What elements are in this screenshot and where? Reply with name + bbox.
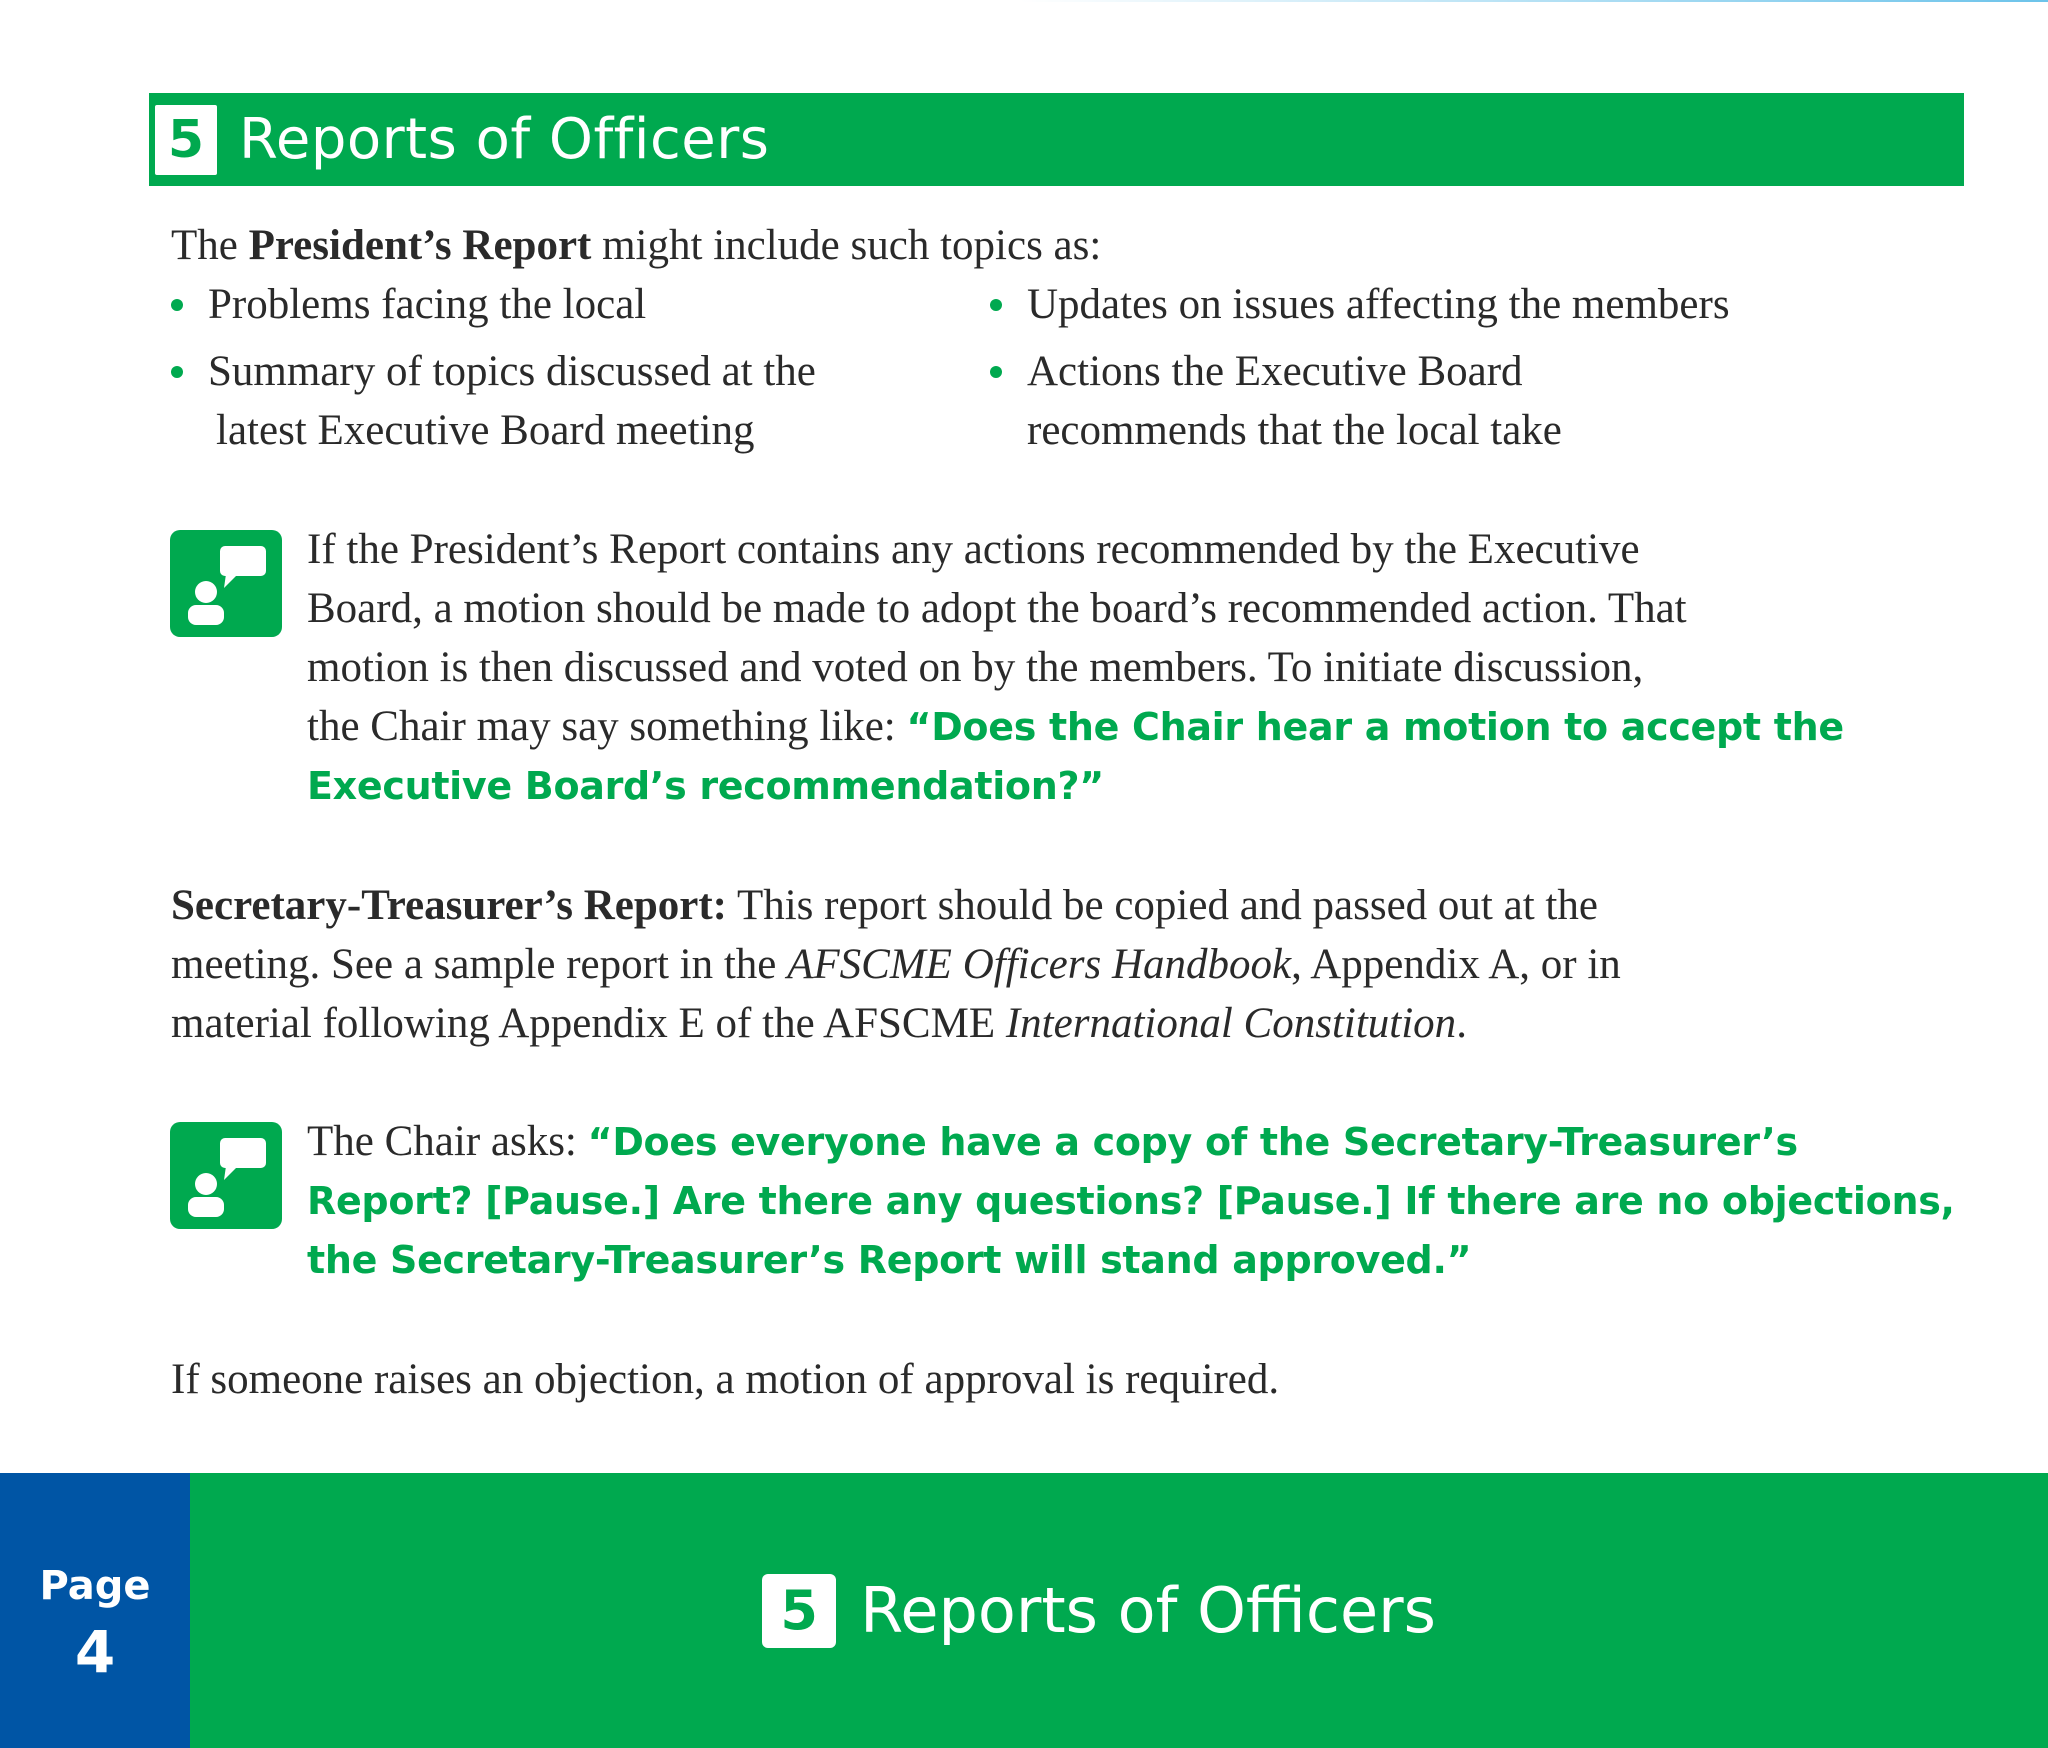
bullet-item: Summary of topics discussed at the	[208, 348, 816, 395]
bullet-item: Actions the Executive Board	[1027, 348, 1523, 395]
callout2-line	[307, 1230, 1471, 1290]
bullet-item: Problems facing the local	[208, 281, 647, 328]
section-title: Reports of Officers	[239, 107, 770, 172]
handbook-title: AFSCME Officers Handbook	[787, 941, 1292, 988]
callout2-quote: Report? [Pause.] Are there any questions? [Pause.] If there are no objections,	[307, 1179, 1955, 1223]
secretary-line2-post: , Appendix A, or in	[1291, 941, 1621, 988]
bullet-item: Updates on issues affecting the members	[1027, 281, 1730, 328]
president-intro	[171, 216, 1101, 275]
callout1-quote: “Does the Chair hear a motion to accept the	[906, 705, 1844, 749]
bullet-dot	[171, 366, 183, 378]
chat-person-icon	[170, 1122, 282, 1229]
callout2-quote: “Does everyone have a copy of the Secretary-Treasurer’s	[587, 1120, 1798, 1164]
secretary-line	[171, 876, 1598, 935]
secretary-line	[171, 994, 1467, 1053]
secretary-line1-rest: This report should be copied and passed out at the	[726, 882, 1598, 929]
callout2-plain: The Chair asks:	[307, 1118, 588, 1165]
page-label: Page	[39, 1563, 151, 1609]
bullet-item-continuation: latest Executive Board meeting	[216, 407, 755, 454]
page-indicator	[0, 1473, 190, 1748]
callout1-line4-plain: the Chair may say something like:	[307, 703, 907, 750]
constitution-title: International Constitution	[1005, 1000, 1457, 1047]
bullet-item-continuation: recommends that the local take	[1027, 407, 1562, 454]
president-intro-bold: President’s Report	[248, 222, 592, 269]
callout2-line	[307, 1112, 1798, 1172]
section-header	[149, 93, 1964, 186]
section-number-badge: 5	[155, 105, 217, 175]
footer-number-badge: 5	[762, 1574, 836, 1648]
page-number: 4	[74, 1618, 116, 1686]
callout1-line: motion is then discussed and voted on by the members. To initiate discussion,	[307, 644, 1644, 691]
secretary-line	[171, 935, 1621, 994]
chat-person-icon	[170, 530, 282, 637]
objection-text: If someone raises an objection, a motion of approval is required.	[171, 1356, 1280, 1403]
callout1-line: If the President’s Report contains any actions recommended by the Executive	[307, 526, 1640, 573]
top-rule	[1020, 0, 2048, 2]
president-intro-post: might include such topics as:	[591, 222, 1102, 269]
callout1-line: Board, a motion should be made to adopt the board’s recommended action. That	[307, 585, 1687, 632]
secretary-line3-pre: material following Appendix E of the AFSCME	[171, 1000, 1006, 1047]
bullet-dot	[171, 299, 183, 311]
bullet-dot	[990, 299, 1002, 311]
bullet-dot	[990, 366, 1002, 378]
footer-title: Reports of Officers	[860, 1574, 1436, 1647]
president-intro-pre: The	[171, 222, 249, 269]
secretary-line3-post: .	[1456, 1000, 1467, 1047]
callout1-line	[307, 697, 1844, 757]
secretary-line2-pre: meeting. See a sample report in the	[171, 941, 788, 988]
callout2-quote: the Secretary-Treasurer’s Report will stand approved.”	[307, 1238, 1472, 1282]
footer-banner	[190, 1473, 2048, 1748]
callout2-line	[307, 1171, 1955, 1231]
callout1-line	[307, 756, 1104, 816]
secretary-heading: Secretary-Treasurer’s Report:	[171, 882, 727, 929]
callout1-quote: Executive Board’s recommendation?”	[307, 764, 1104, 808]
